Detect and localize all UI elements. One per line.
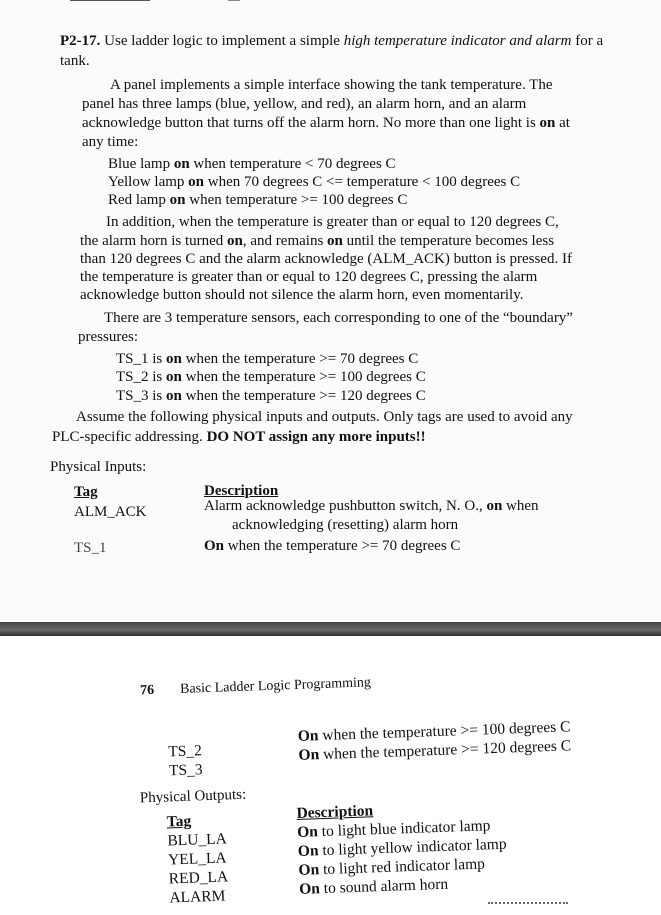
problem-number: P2-17. [60,33,101,49]
cut-off-text-top-2 [228,0,240,3]
input-desc-alm-ack-line1: Alarm acknowledge pushbutton switch, N. O., on when [204,498,539,514]
lamp-rule-yellow: Yellow lamp on when 70 degrees C <= temperature < 100 degrees C [108,174,521,190]
outputs-tag-header: Tag [166,812,192,831]
cut-off-text-bottom [488,902,568,912]
physical-inputs-heading: Physical Inputs: [50,459,147,475]
sensor-rule-ts3: TS_3 is on when the temperature >= 120 degrees C [116,388,426,404]
inputs-description-header: Description [204,483,279,499]
addition-line1: In addition, when the temperature is greater than or equal to 120 degrees C, [106,214,559,230]
physical-outputs-heading: Physical Outputs: [139,786,247,807]
output-desc-red-la: On to light red indicator lamp [298,855,486,879]
sensors-intro-line2: pressures: [78,329,138,345]
sensor-rule-ts1: TS_1 is on when the temperature >= 70 degrees C [116,351,419,367]
input-desc-alm-ack-line2: acknowledging (resetting) alarm horn [232,517,459,533]
lamp-rule-blue: Blue lamp on when temperature < 70 degrees C [108,156,396,172]
assume-line2: PLC-specific addressing. DO NOT assign any more inputs!! [52,429,426,445]
cut-off-text-top [70,0,150,5]
addition-line2: the alarm horn is turned on, and remains on until the temperature becomes less [80,233,555,249]
addition-line3: than 120 degrees C and the alarm acknowledge (ALM_ACK) button is pressed. If [80,251,572,267]
page-lower [0,636,661,910]
page-number: 76 [139,682,155,699]
outputs-description-header: Description [296,802,374,822]
output-tag-alarm: ALARM [169,887,226,907]
intro-line1: A panel implements a simple interface showing the tank temperature. The [110,77,553,93]
lamp-rule-red: Red lamp on when temperature >= 100 degrees C [108,192,408,208]
intro-line4: any time: [82,134,139,150]
input-desc-ts1: On when the temperature >= 70 degrees C [204,538,461,554]
input-tag-ts3: TS_3 [168,761,203,780]
output-desc-yel-la: On to light yellow indicator lamp [297,835,507,860]
output-tag-red-la: RED_LA [168,868,229,888]
sensor-rule-ts2: TS_2 is on when the temperature >= 100 degrees C [116,369,426,385]
input-tag-alm-ack: ALM_ACK [74,504,147,520]
inputs-tag-header: Tag [74,484,98,500]
assume-line1: Assume the following physical inputs and outputs. Only tags are used to avoid any [76,409,573,425]
page-lower-content [0,618,661,915]
input-tag-ts1: TS_1 [74,540,107,556]
addition-line5: acknowledge button should not silence the alarm horn, even momentarily. [80,287,524,303]
input-tag-ts2: TS_2 [168,742,203,761]
input-desc-ts2: On when the temperature >= 100 degrees C [297,718,571,745]
output-tag-yel-la: YEL_LA [167,849,227,869]
output-tag-blu-la: BLU_LA [167,830,228,850]
intro-line2: panel has three lamps (blue, yellow, and red), an alarm horn, and an alarm [82,96,527,112]
input-desc-ts3: On when the temperature >= 120 degrees C [298,737,572,764]
output-desc-blu-la: On to light blue indicator lamp [296,817,491,841]
sensors-intro-line1: There are 3 temperature sensors, each corresponding to one of the “boundary” [104,310,573,326]
running-head: Basic Ladder Logic Programming [179,675,372,697]
output-desc-alarm: On to sound alarm horn [298,875,449,898]
addition-line4: the temperature is greater than or equal to 120 degrees C, pressing the alarm [80,269,538,285]
problem-title-italic: high temperature indicator and alarm [343,33,572,49]
problem-title-line2: tank. [60,53,90,69]
problem-title-line1: P2-17. Use ladder logic to implement a simple high temperature indicator and alarm for a [60,33,604,49]
intro-line3: acknowledge button that turns off the alarm horn. No more than one light is on at [82,115,570,131]
